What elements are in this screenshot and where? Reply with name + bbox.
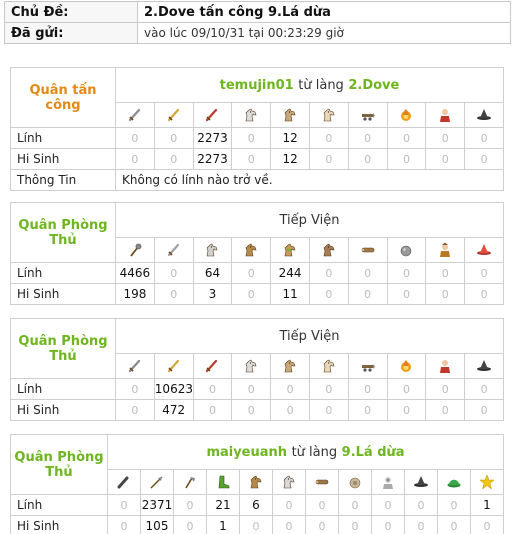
unit-count: 0 (426, 128, 465, 149)
scout-boot-icon (215, 475, 231, 488)
chieftain-icon (437, 243, 453, 256)
unit-count: 0 (465, 400, 504, 421)
senator-icon (437, 108, 453, 121)
unit-cell (348, 103, 387, 128)
unit-cell (348, 354, 387, 379)
attacker-dead-row (11, 149, 504, 170)
unit-cell (207, 470, 240, 495)
defender1-troops-row (11, 263, 504, 284)
unit-count: 0 (471, 516, 504, 534)
unit-cell (232, 238, 271, 263)
unit-count: 21 (207, 495, 240, 516)
dead-label: Hi Sinh (11, 284, 116, 305)
unit-cell (387, 354, 426, 379)
unit-cell (116, 354, 155, 379)
unit-count: 0 (108, 516, 141, 534)
unit-count: 0 (339, 495, 372, 516)
unit-count: 0 (309, 149, 348, 170)
defender2-table (10, 318, 504, 421)
unit-cell (348, 238, 387, 263)
subject-label: Chủ Đề: (5, 2, 138, 23)
praetorian-sword-icon (166, 359, 182, 372)
defender1-side-label: Quân Phòng Thủ (11, 203, 116, 263)
trebuchet-icon (398, 243, 414, 256)
battering-ram-icon (360, 108, 376, 121)
unit-cell (174, 470, 207, 495)
unit-cell (309, 354, 348, 379)
troops-label: Lính (11, 128, 116, 149)
unit-cell (405, 470, 438, 495)
unit-cell (465, 103, 504, 128)
unit-count: 2371 (141, 495, 174, 516)
defender3-table (10, 434, 504, 534)
settler-hat-icon (476, 359, 492, 372)
equites-imperatoris-horse-icon (282, 359, 298, 372)
unit-count: 0 (309, 263, 348, 284)
unit-count: 0 (426, 400, 465, 421)
unit-count: 0 (309, 284, 348, 305)
defender2-troops-row (11, 379, 504, 400)
unit-cell (240, 470, 273, 495)
unit-cell (426, 238, 465, 263)
unit-count: 0 (348, 284, 387, 305)
unit-cell (116, 238, 155, 263)
unit-count: 0 (273, 495, 306, 516)
defender1-dead-row (11, 284, 504, 305)
attacker-owner: temujin01 từ làng 2.Dove (116, 68, 504, 103)
unit-count: 0 (116, 149, 155, 170)
unit-count: 0 (116, 400, 155, 421)
unit-count: 0 (116, 379, 155, 400)
unit-count: 0 (465, 263, 504, 284)
senator-icon (437, 359, 453, 372)
attacker-troops-row (11, 128, 504, 149)
swordsman-icon (166, 243, 182, 256)
report-header (4, 1, 511, 44)
unit-count: 0 (154, 128, 193, 149)
spearman-icon (149, 475, 165, 488)
unit-count: 0 (438, 516, 471, 534)
unit-count: 0 (116, 128, 155, 149)
unit-count: 0 (438, 495, 471, 516)
unit-cell (271, 354, 310, 379)
unit-count: 1 (471, 495, 504, 516)
defender2-dead-row (11, 400, 504, 421)
unit-count: 0 (348, 263, 387, 284)
unit-cell (465, 354, 504, 379)
unit-cell (426, 103, 465, 128)
unit-count: 4466 (116, 263, 155, 284)
imperian-sword-icon (204, 359, 220, 372)
unit-count: 0 (271, 379, 310, 400)
equites-caesaris-horse-icon (321, 359, 337, 372)
unit-count: 0 (465, 284, 504, 305)
unit-count: 0 (154, 149, 193, 170)
unit-count: 198 (116, 284, 155, 305)
unit-count: 0 (465, 379, 504, 400)
chief-icon (380, 475, 396, 488)
unit-cell (193, 354, 232, 379)
unit-count: 6 (240, 495, 273, 516)
clubswinger-icon (116, 475, 132, 488)
ram-log-icon (360, 243, 376, 256)
unit-count: 0 (387, 128, 426, 149)
defender2-title: Tiếp Viện (116, 319, 504, 354)
defender2-side-label: Quân Phòng Thủ (11, 319, 116, 379)
unit-count: 0 (240, 516, 273, 534)
unit-cell (387, 238, 426, 263)
unit-cell (339, 470, 372, 495)
defender3-dead-row (11, 516, 504, 534)
unit-cell (232, 354, 271, 379)
attacker-side-label: Quân tấn công (11, 68, 116, 128)
hero-star-icon (479, 475, 495, 488)
unit-count: 0 (465, 149, 504, 170)
unit-count: 12 (271, 149, 310, 170)
unit-count: 0 (306, 516, 339, 534)
equites-legati-horse-icon (243, 359, 259, 372)
druidrider-horse-icon (282, 243, 298, 256)
unit-cell (193, 103, 232, 128)
paladin-horse-icon (248, 475, 264, 488)
unit-count: 2273 (193, 149, 232, 170)
phalanx-mace-icon (127, 243, 143, 256)
unit-count: 0 (405, 516, 438, 534)
unit-count: 0 (108, 495, 141, 516)
unit-cell (271, 103, 310, 128)
fire-catapult-icon (398, 359, 414, 372)
unit-count: 10623 (154, 379, 193, 400)
unit-cell (426, 354, 465, 379)
teutonic-knight-horse-icon (281, 475, 297, 488)
unit-count: 0 (339, 516, 372, 534)
unit-count: 0 (426, 284, 465, 305)
haeduan-horse-icon (321, 243, 337, 256)
unit-count: 12 (271, 128, 310, 149)
unit-count: 1 (207, 516, 240, 534)
defender1-table (10, 202, 504, 305)
unit-count: 0 (154, 284, 193, 305)
catapult-icon (347, 475, 363, 488)
defender3-troops-row (11, 495, 504, 516)
unit-cell (108, 470, 141, 495)
praetorian-sword-icon (166, 108, 182, 121)
unit-cell (193, 238, 232, 263)
unit-count: 0 (174, 516, 207, 534)
unit-count: 0 (174, 495, 207, 516)
unit-count: 0 (309, 400, 348, 421)
unit-count: 0 (426, 263, 465, 284)
unit-count: 0 (348, 128, 387, 149)
troops-label: Lính (11, 263, 116, 284)
unit-cell (154, 238, 193, 263)
attacker-village-link[interactable]: 2.Dove (348, 77, 400, 93)
battering-ram-icon (360, 359, 376, 372)
unit-cell (154, 354, 193, 379)
unit-count: 0 (387, 149, 426, 170)
unit-cell (154, 103, 193, 128)
fire-catapult-icon (398, 108, 414, 121)
unit-count: 0 (348, 400, 387, 421)
unit-count: 0 (387, 379, 426, 400)
unit-cell (306, 470, 339, 495)
unit-count: 0 (426, 379, 465, 400)
unit-count: 0 (232, 284, 271, 305)
unit-cell (309, 103, 348, 128)
equites-imperatoris-horse-icon (282, 108, 298, 121)
settler-hat-icon (413, 475, 429, 488)
theutates-thunder-horse-icon (243, 243, 259, 256)
settler-hat-icon (476, 108, 492, 121)
unit-count: 0 (348, 149, 387, 170)
unit-count: 0 (193, 379, 232, 400)
unit-count: 0 (309, 379, 348, 400)
unit-cell (309, 238, 348, 263)
troops-label: Lính (11, 495, 108, 516)
cap-icon (446, 475, 462, 488)
unit-count: 0 (154, 263, 193, 284)
unit-count: 0 (426, 149, 465, 170)
unit-count: 244 (271, 263, 310, 284)
attacker-table (10, 67, 504, 191)
pathfinder-horse-icon (204, 243, 220, 256)
unit-count: 0 (271, 400, 310, 421)
unit-cell (232, 103, 271, 128)
unit-count: 0 (232, 128, 271, 149)
legionnaire-sword-icon (127, 359, 143, 372)
imperian-sword-icon (204, 108, 220, 121)
dead-label: Hi Sinh (11, 400, 116, 421)
unit-cell (271, 238, 310, 263)
unit-count: 0 (387, 284, 426, 305)
unit-count: 0 (232, 379, 271, 400)
settler-gaul-icon (476, 243, 492, 256)
unit-cell (141, 470, 174, 495)
unit-cell (471, 470, 504, 495)
unit-count: 64 (193, 263, 232, 284)
info-text: Không có lính nào trở về. (116, 170, 504, 191)
unit-count: 0 (405, 495, 438, 516)
unit-cell (273, 470, 306, 495)
unit-count: 0 (387, 400, 426, 421)
unit-count: 0 (372, 516, 405, 534)
unit-count: 3 (193, 284, 232, 305)
ram-log-icon (314, 475, 330, 488)
defender1-title: Tiếp Viện (116, 203, 504, 238)
unit-count: 472 (154, 400, 193, 421)
dead-label: Hi Sinh (11, 516, 108, 534)
unit-cell (372, 470, 405, 495)
unit-count: 0 (372, 495, 405, 516)
unit-count: 105 (141, 516, 174, 534)
unit-count: 0 (193, 400, 232, 421)
unit-count: 0 (273, 516, 306, 534)
unit-count: 0 (306, 495, 339, 516)
sent-label: Đã gửi: (5, 23, 138, 44)
defender3-side-label: Quân Phòng Thủ (11, 435, 108, 495)
defender3-player-link[interactable]: maiyeuanh (206, 444, 288, 460)
unit-cell (438, 470, 471, 495)
unit-count: 11 (271, 284, 310, 305)
dead-label: Hi Sinh (11, 149, 116, 170)
equites-caesaris-horse-icon (321, 108, 337, 121)
attacker-info-row (11, 170, 504, 191)
subject-value: 2.Dove tấn công 9.Lá dừa (138, 2, 511, 23)
unit-count: 0 (387, 263, 426, 284)
unit-count: 2273 (193, 128, 232, 149)
unit-cell (465, 238, 504, 263)
info-label: Thông Tin (11, 170, 116, 191)
defender3-village-link[interactable]: 9.Lá dừa (341, 444, 405, 460)
attacker-player-link[interactable]: temujin01 (219, 77, 294, 93)
unit-cell (387, 103, 426, 128)
equites-legati-horse-icon (243, 108, 259, 121)
unit-count: 0 (465, 128, 504, 149)
sent-value: vào lúc 09/10/31 tại 00:23:29 giờ (138, 23, 511, 44)
unit-count: 0 (309, 128, 348, 149)
unit-cell (116, 103, 155, 128)
unit-count: 0 (348, 379, 387, 400)
unit-count: 0 (232, 263, 271, 284)
defender3-owner: maiyeuanh từ làng 9.Lá dừa (108, 435, 504, 470)
axeman-icon (182, 475, 198, 488)
troops-label: Lính (11, 379, 116, 400)
unit-count: 0 (232, 149, 271, 170)
unit-count: 0 (232, 400, 271, 421)
legionnaire-sword-icon (127, 108, 143, 121)
